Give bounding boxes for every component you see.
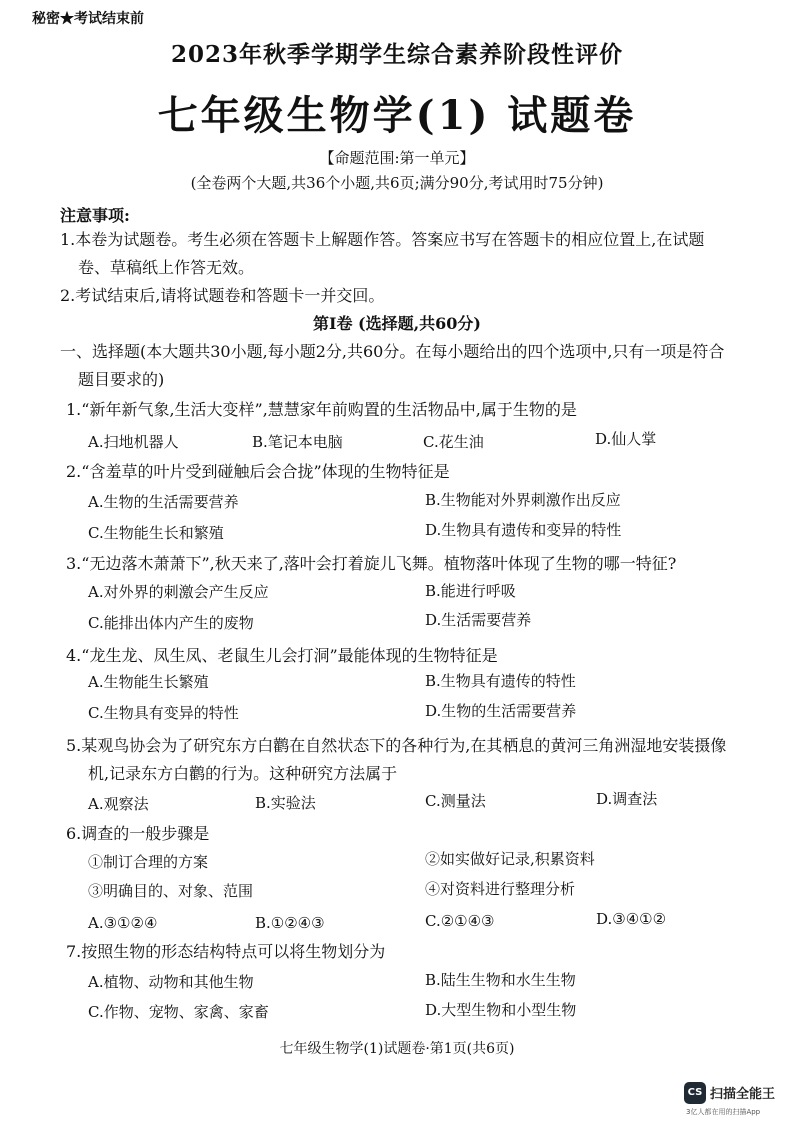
question-6-option-a: A.③①②④ <box>88 914 158 932</box>
question-7-option-b: B.陆生生物和水生生物 <box>425 971 576 989</box>
question-6-step-3: ③明确目的、对象、范围 <box>88 882 254 900</box>
question-1-option-d: D.仙人掌 <box>595 430 657 448</box>
question-6-step-1: ①制订合理的方案 <box>88 853 209 871</box>
exam-info: (全卷两个大题,共36个小题,共6页;满分90分,考试用时75分钟) <box>190 174 604 192</box>
camscanner-logo-icon: CS <box>684 1082 706 1104</box>
question-2-option-c: C.生物能生长和繁殖 <box>88 524 224 542</box>
question-3-stem: 3.“无边落木萧萧下”,秋天来了,落叶会打着旋儿飞舞。植物落叶体现了生物的哪一特征? <box>66 554 677 573</box>
question-7-option-a: A.植物、动物和其他生物 <box>88 973 254 991</box>
paper-title: 七年级生物学(1) 试题卷 <box>157 92 637 139</box>
confidential-label: 秘密★考试结束前 <box>32 11 144 27</box>
notice-item-2: 2.考试结束后,请将试题卷和答题卡一并交回。 <box>60 286 385 305</box>
question-5-stem: 5.某观鸟协会为了研究东方白鹳在自然状态下的各种行为,在其栖息的黄河三角洲湿地安装摄像 <box>66 736 727 755</box>
exam-scope: 【命题范围:第一单元】 <box>319 149 475 167</box>
question-3-option-c: C.能排出体内产生的废物 <box>88 614 254 632</box>
question-6-step-4: ④对资料进行整理分析 <box>425 880 576 898</box>
question-2-option-d: D.生物具有遗传和变异的特性 <box>425 521 622 539</box>
question-2-option-a: A.生物的生活需要营养 <box>88 493 239 511</box>
camscanner-name: 扫描全能王 <box>710 1087 776 1102</box>
question-5-option-a: A.观察法 <box>88 795 149 813</box>
question-5-stem-cont: 机,记录东方白鹳的行为。这种研究方法属于 <box>88 764 398 783</box>
question-3-option-a: A.对外界的刺激会产生反应 <box>88 583 269 601</box>
question-4-option-d: D.生物的生活需要营养 <box>425 702 577 720</box>
question-6-option-c: C.②①④③ <box>425 912 495 930</box>
notice-heading: 注意事项: <box>60 206 130 225</box>
question-4-option-c: C.生物具有变异的特性 <box>88 704 239 722</box>
notice-item-1-cont: 卷、草稿纸上作答无效。 <box>78 258 255 277</box>
exam-title: 2023年秋季学期学生综合素养阶段性评价 <box>170 41 623 68</box>
question-7-option-d: D.大型生物和小型生物 <box>425 1001 577 1019</box>
question-4-option-b: B.生物具有遗传的特性 <box>425 672 576 690</box>
question-2-option-b: B.生物能对外界刺激作出反应 <box>425 491 621 509</box>
question-5-option-b: B.实验法 <box>255 794 316 812</box>
question-4-stem: 4.“龙生龙、凤生凤、老鼠生儿会打洞”最能体现的生物特征是 <box>66 646 498 665</box>
section-intro: 一、选择题(本大题共30小题,每小题2分,共60分。在每小题给出的四个选项中,只有一项是符合 <box>60 342 725 361</box>
question-7-stem: 7.按照生物的形态结构特点可以将生物划分为 <box>66 942 386 961</box>
question-6-step-2: ②如实做好记录,积累资料 <box>425 850 595 868</box>
question-5-option-d: D.调查法 <box>596 790 658 808</box>
question-4-option-a: A.生物能生长繁殖 <box>88 673 209 691</box>
section-title: 第Ⅰ卷 (选择题,共60分) <box>312 314 482 333</box>
question-6-stem: 6.调查的一般步骤是 <box>66 824 210 843</box>
question-2-stem: 2.“含羞草的叶片受到碰触后会合拢”体现的生物特征是 <box>66 462 450 481</box>
camscanner-tagline: 3亿人都在用的扫描App <box>686 1108 761 1116</box>
question-1-option-b: B.笔记本电脑 <box>252 433 343 451</box>
page-footer: 七年级生物学(1)试题卷·第1页(共6页) <box>279 1041 515 1057</box>
question-3-option-b: B.能进行呼吸 <box>425 582 516 600</box>
question-7-option-c: C.作物、宠物、家禽、家畜 <box>88 1003 269 1021</box>
section-intro-cont: 题目要求的) <box>78 370 165 389</box>
question-5-option-c: C.测量法 <box>425 792 486 810</box>
question-1-stem: 1.“新年新气象,生活大变样”,慧慧家年前购置的生活物品中,属于生物的是 <box>66 400 577 419</box>
question-1-option-a: A.扫地机器人 <box>88 433 179 451</box>
question-6-option-d: D.③④①② <box>596 910 667 928</box>
question-1-option-c: C.花生油 <box>423 433 484 451</box>
question-6-option-b: B.①②④③ <box>255 914 325 932</box>
question-3-option-d: D.生活需要营养 <box>425 611 532 629</box>
notice-item-1: 1.本卷为试题卷。考生必须在答题卡上解题作答。答案应书写在答题卡的相应位置上,在试题 <box>60 230 705 249</box>
